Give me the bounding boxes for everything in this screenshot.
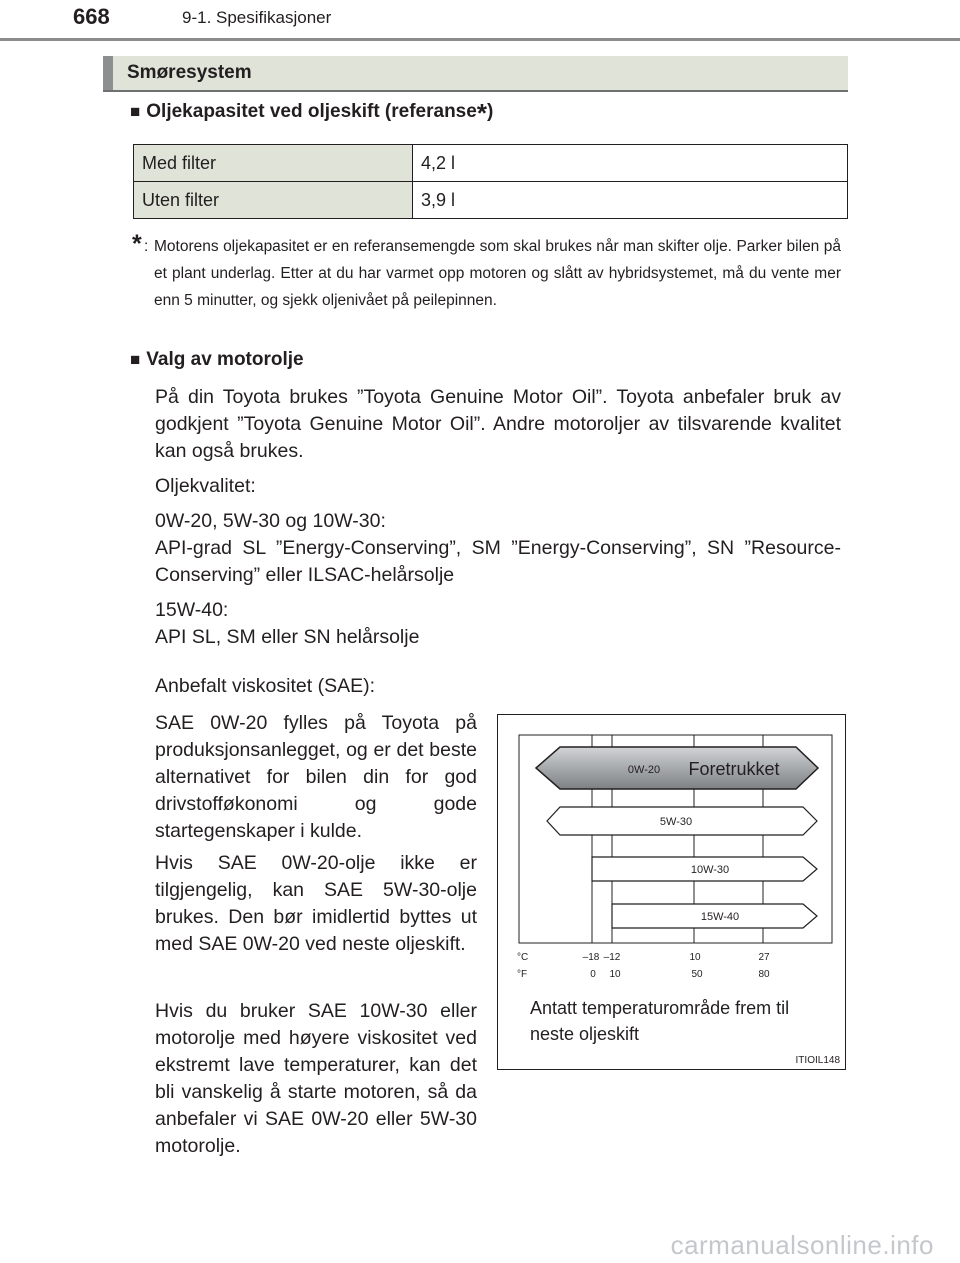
tick-label-celsius: –18 [582, 952, 600, 963]
page-number: 668 [73, 4, 110, 29]
bar-label-0w20: 0W-20 [627, 764, 661, 776]
chart-caption: Antatt temperaturområde frem til neste oljeskift [530, 998, 790, 1044]
oil-choice-intro: På din Toyota brukes ”Toyota Genuine Motor Oil”. Toyota anbefaler bruk av godkjent ”Toyota Genuine Motor Oil”. Andre motoroljer av tilsvarende kvalitet kan også brukes. [155, 386, 841, 462]
section-title: Smøresystem [127, 62, 252, 83]
oil-capacity-heading [130, 98, 494, 128]
footnote-colon: : [144, 238, 149, 255]
tick-label-fahrenheit: 10 [609, 969, 621, 980]
square-bullet-icon: ■ [130, 350, 141, 369]
oil-quality-1-text: API-grad SL ”Energy-Conserving”, SM ”Energy-Conserving”, SN ”Resource-Conserving” eller ILSAC-helårsolje [155, 537, 841, 586]
bar-label-15w40: 15W-40 [700, 911, 740, 923]
tick-label-celsius: 10 [689, 952, 701, 963]
footnote-text: Motorens oljekapasitet er en referansemengde som skal brukes når man skifter olje. Parker bilen på et plant underlag. Etter at du har varmet opp motoren og slått av hybridsystemet, må du vente mer enn 5 minutter, og sjekk oljenivået på peilepinnen. [154, 238, 841, 309]
footnote-star: * [132, 230, 142, 258]
viscosity-chart [497, 714, 846, 1070]
oil-quality-2-text: API SL, SM eller SN helårsolje [155, 626, 420, 648]
tick-label-fahrenheit: 0 [590, 969, 596, 980]
chapter-title: 9-1. Spesifikasjoner [182, 8, 332, 27]
unit-label-fahrenheit: °F [517, 969, 528, 980]
table-cell-value: 3,9 l [413, 182, 848, 219]
tick-label-celsius: –12 [603, 952, 621, 963]
sae-paragraph-1: SAE 0W-20 fylles på Toyota på produksjonsanlegget, og er det beste alternativet for bilen din for god drivstofføkonomi og gode startegenskaper i kulde. [155, 712, 477, 842]
tick-label-celsius: 27 [758, 952, 770, 963]
bar-label-5w30: 5W-30 [659, 816, 693, 828]
table-cell-label: Med filter [134, 145, 413, 182]
unit-label-celsius: °C [517, 952, 529, 963]
oil-choice-heading [130, 349, 304, 371]
oil-capacity-heading-star: * [476, 98, 487, 128]
table-cell-label: Uten filter [134, 182, 413, 219]
capacity-footnote [132, 230, 841, 314]
square-bullet-icon: ■ [130, 102, 141, 121]
table-row [134, 182, 848, 219]
section-bar-accent [103, 56, 113, 90]
header-rule [0, 38, 960, 41]
sae-paragraph-2: Hvis SAE 0W-20-olje ikke er tilgjengelig, kan SAE 5W-30-olje brukes. Den bør imidlertid byttes ut med SAE 0W-20 ved neste oljeskift. [155, 852, 477, 955]
viscosity-label: Anbefalt viskositet (SAE): [155, 675, 376, 697]
figure-id: ITIOIL148 [795, 1055, 840, 1066]
bar-note-preferred: Foretrukket [688, 759, 780, 779]
oil-quality-1-title: 0W-20, 5W-30 og 10W-30: [155, 510, 386, 532]
oil-choice-heading-text: Valg av motorolje [146, 349, 304, 370]
oil-quality-2-title: 15W-40: [155, 599, 229, 621]
oil-quality-label: Oljekvalitet: [155, 475, 256, 497]
tick-label-fahrenheit: 80 [758, 969, 770, 980]
table-row [134, 145, 848, 182]
section-title-bar [103, 56, 848, 92]
table-cell-value: 4,2 l [413, 145, 848, 182]
sae-paragraph-3: Hvis du bruker SAE 10W-30 eller motorolje med høyere viskositet ved ekstremt lave temperaturer, kan det bli vanskelig å starte motoren, så da anbefaler vi SAE 0W-20 eller 5W-30 motorolje. [155, 1000, 477, 1157]
oil-capacity-table [133, 144, 848, 219]
oil-capacity-heading-text: Oljekapasitet ved oljeskift (referanse [146, 101, 477, 122]
watermark: carmanualsonline.info [670, 1230, 934, 1260]
tick-label-fahrenheit: 50 [691, 969, 703, 980]
bar-label-10w30: 10W-30 [690, 864, 730, 876]
oil-capacity-heading-close: ) [486, 101, 494, 122]
